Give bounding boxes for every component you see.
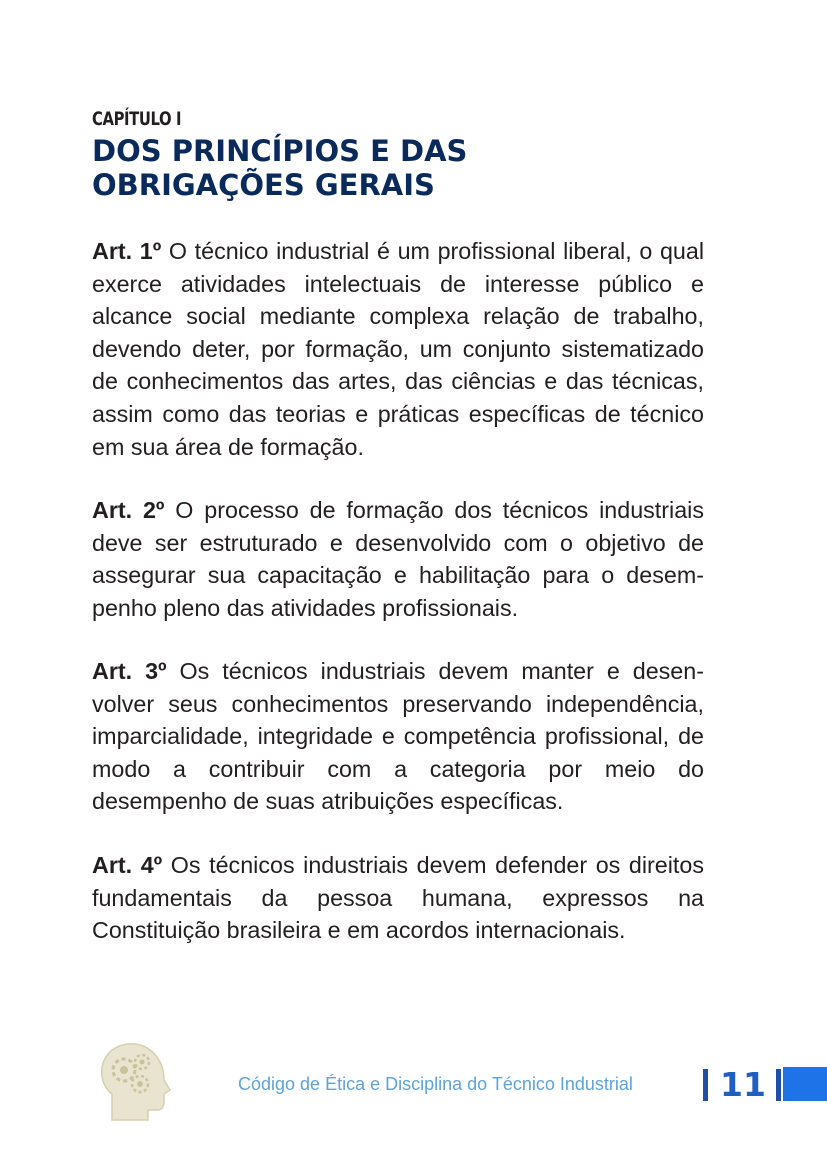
article-4-text: Os técnicos industriais devem defender os direitos fundamentais da pessoa humana, expressos na Constituição brasileira e em acordos internacionais. — [92, 852, 705, 944]
article-3-label: Art. 3º — [92, 658, 167, 684]
article-2 — [92, 494, 704, 624]
article-1 — [92, 235, 704, 463]
article-4 — [92, 849, 704, 947]
chapter-title-line2: OBRIGAÇÕES GERAIS — [92, 168, 435, 202]
article-2-label: Art. 2º — [92, 497, 165, 523]
article-4-label: Art. 4º — [92, 852, 163, 878]
footer-divider-right — [776, 1069, 781, 1101]
footer-divider — [703, 1069, 708, 1101]
article-2-text: O processo de formação dos técnicos industriais deve ser estruturado e desenvolvido com o objetivo de assegurar sua capacitação e habilitação para o desempenho pleno das atividades profissionais. — [92, 497, 704, 621]
footer-document-title: Código de Ética e Disciplina do Técnico Industrial — [238, 1074, 633, 1094]
page-number: 11 — [720, 1065, 766, 1104]
article-1-text: O técnico industrial é um profissional liberal, o qual exerce atividades intelectuais de interesse público e alcance social mediante complexa relação de trabalho, devendo deter, por formação, um conjunto sistematizado de conhecimentos das artes, das ciências e das técnicas, assim como das teorias e práticas específicas de técnico em sua área de formação. — [92, 238, 704, 460]
article-3-text: Os técnicos industriais devem manter e desenvolver seus conhecimentos preservando independência, imparcialidade, integridade e competência profissional, de modo a contribuir com a categoria por meio do desempenho de suas atribuições específicas. — [92, 658, 704, 815]
article-3 — [92, 655, 704, 818]
head-gears-icon — [98, 1040, 174, 1124]
chapter-kicker: CAPÍTULO I — [92, 108, 182, 130]
article-1-label: Art. 1º — [92, 238, 162, 264]
chapter-title — [92, 134, 712, 202]
footer-accent-block — [783, 1067, 827, 1101]
chapter-title-line1: DOS PRINCÍPIOS E DAS — [92, 134, 468, 168]
